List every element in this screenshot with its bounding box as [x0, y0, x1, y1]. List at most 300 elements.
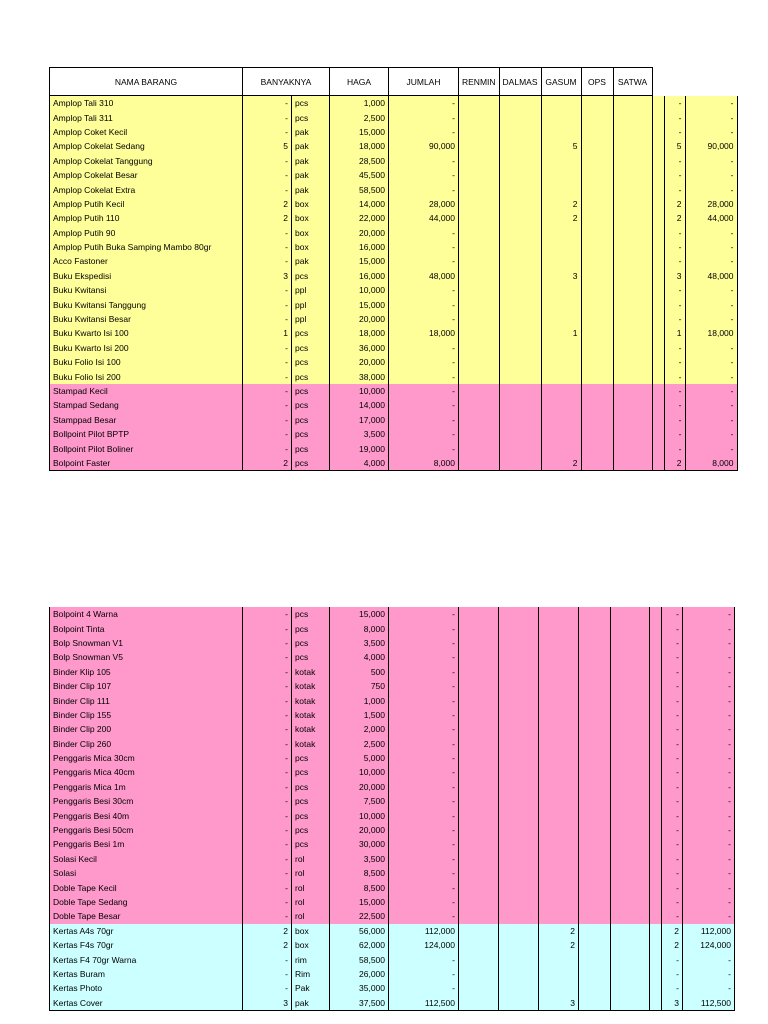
gasum-cell [539, 880, 579, 894]
total-amount-cell: - [685, 182, 737, 196]
satwa-cell [613, 326, 652, 340]
dalmas-cell [499, 607, 539, 621]
ops-cell [581, 369, 613, 383]
total-qty-cell: - [664, 125, 685, 139]
item-name: Kertas F4 70gr Warna [50, 952, 243, 966]
gasum-cell [539, 967, 579, 981]
renmin-cell [459, 808, 499, 822]
dalmas-cell [499, 852, 539, 866]
dalmas-cell [499, 952, 539, 966]
item-qty: 2 [243, 211, 292, 225]
item-qty: 3 [243, 269, 292, 283]
table-row [50, 693, 735, 707]
item-unit: box [292, 197, 330, 211]
ops-cell [579, 737, 611, 751]
total-qty-cell: - [662, 751, 683, 765]
gap-cell [650, 866, 662, 880]
item-price: 62,000 [330, 938, 389, 952]
total-amount-cell: - [683, 621, 735, 635]
table-row [50, 168, 738, 182]
item-unit: pcs [292, 780, 330, 794]
total-amount-cell: - [683, 607, 735, 621]
satwa-cell [611, 751, 650, 765]
item-price: 15,000 [330, 895, 389, 909]
gasum-cell [541, 441, 581, 455]
total-amount-cell: - [683, 952, 735, 966]
satwa-cell [611, 895, 650, 909]
total-amount-cell: - [685, 441, 737, 455]
satwa-cell [611, 737, 650, 751]
item-qty: - [243, 751, 292, 765]
header-renmin: RENMIN [459, 68, 500, 96]
item-price: 16,000 [330, 240, 389, 254]
satwa-cell [611, 938, 650, 952]
total-qty-cell: - [662, 895, 683, 909]
dalmas-cell [499, 996, 539, 1011]
item-unit: rol [292, 866, 330, 880]
table-row [50, 341, 738, 355]
item-qty: - [243, 341, 292, 355]
item-name: Solasi [50, 866, 243, 880]
item-qty: - [243, 780, 292, 794]
item-unit: pcs [292, 794, 330, 808]
renmin-cell [459, 369, 500, 383]
table-row [50, 456, 738, 471]
item-qty: - [243, 312, 292, 326]
table-row [50, 226, 738, 240]
total-amount-cell: 48,000 [685, 269, 737, 283]
gap-cell [652, 398, 664, 412]
gap-cell [650, 679, 662, 693]
ops-cell [581, 441, 613, 455]
total-qty-cell: - [664, 297, 685, 311]
total-qty-cell: 1 [664, 326, 685, 340]
dalmas-cell [499, 326, 541, 340]
total-amount-cell: - [683, 722, 735, 736]
item-unit: box [292, 240, 330, 254]
item-name: Acco Fastoner [50, 254, 243, 268]
item-unit: box [292, 924, 330, 938]
total-amount-cell: - [683, 823, 735, 837]
gap-cell [650, 765, 662, 779]
total-amount-cell: - [683, 909, 735, 923]
satwa-cell [613, 384, 652, 398]
ops-cell [581, 96, 613, 111]
total-amount-cell: - [683, 981, 735, 995]
gap-cell [650, 636, 662, 650]
table-row [50, 621, 735, 635]
item-unit: pcs [292, 413, 330, 427]
item-qty: - [243, 808, 292, 822]
item-unit: pcs [292, 326, 330, 340]
ops-cell [579, 708, 611, 722]
renmin-cell [459, 765, 499, 779]
gasum-cell [539, 722, 579, 736]
item-qty: - [243, 967, 292, 981]
ops-cell [579, 650, 611, 664]
table-row [50, 852, 735, 866]
ops-cell [581, 283, 613, 297]
gasum-cell [539, 679, 579, 693]
total-qty-cell: 3 [662, 996, 683, 1011]
gap-cell [650, 808, 662, 822]
total-amount-cell: 90,000 [685, 139, 737, 153]
gap-cell [652, 269, 664, 283]
renmin-cell [459, 665, 499, 679]
total-qty-cell: 2 [664, 197, 685, 211]
satwa-cell [613, 211, 652, 225]
gap-cell [652, 341, 664, 355]
renmin-cell [459, 456, 500, 471]
renmin-cell [459, 110, 500, 124]
item-total: - [389, 708, 459, 722]
gap-cell [650, 837, 662, 851]
renmin-cell [459, 384, 500, 398]
satwa-cell [611, 852, 650, 866]
item-name: Bollpoint Pilot BPTP [50, 427, 243, 441]
item-price: 15,000 [330, 254, 389, 268]
dalmas-cell [499, 254, 541, 268]
total-qty-cell: - [664, 283, 685, 297]
satwa-cell [611, 621, 650, 635]
gap-cell [650, 607, 662, 621]
item-qty: - [243, 981, 292, 995]
gasum-cell [539, 895, 579, 909]
renmin-cell [459, 441, 500, 455]
gasum-cell [539, 808, 579, 822]
total-amount-cell: - [685, 96, 737, 111]
item-unit: kotak [292, 708, 330, 722]
item-name: Binder Clip 111 [50, 693, 243, 707]
gasum-cell [539, 665, 579, 679]
dalmas-cell [499, 398, 541, 412]
gap-cell [650, 952, 662, 966]
item-qty: 2 [243, 938, 292, 952]
item-name: Kertas F4s 70gr [50, 938, 243, 952]
renmin-cell [459, 679, 499, 693]
ops-cell [579, 924, 611, 938]
dalmas-cell [499, 456, 541, 471]
satwa-cell [613, 297, 652, 311]
item-total: - [389, 665, 459, 679]
item-qty: - [243, 866, 292, 880]
item-name: Stampad Sedang [50, 398, 243, 412]
ops-cell [579, 952, 611, 966]
total-amount-cell: - [683, 852, 735, 866]
satwa-cell [611, 981, 650, 995]
item-name: Binder Clip 260 [50, 737, 243, 751]
dalmas-cell [499, 182, 541, 196]
item-total: - [389, 254, 459, 268]
table-row [50, 211, 738, 225]
item-price: 3,500 [330, 852, 389, 866]
renmin-cell [459, 226, 500, 240]
item-price: 38,000 [330, 369, 389, 383]
item-qty: - [243, 413, 292, 427]
item-unit: ppl [292, 312, 330, 326]
item-name: Bolpoint Tinta [50, 621, 243, 635]
item-price: 15,000 [330, 125, 389, 139]
gasum-cell [539, 823, 579, 837]
gasum-cell [539, 621, 579, 635]
item-qty: - [243, 283, 292, 297]
satwa-cell [613, 110, 652, 124]
item-price: 3,500 [330, 636, 389, 650]
total-amount-cell: - [683, 679, 735, 693]
ops-cell [579, 665, 611, 679]
total-qty-cell: 5 [664, 139, 685, 153]
gap-cell [652, 369, 664, 383]
item-price: 1,000 [330, 693, 389, 707]
table-row [50, 780, 735, 794]
item-qty: - [243, 693, 292, 707]
satwa-cell [611, 909, 650, 923]
ops-cell [581, 355, 613, 369]
item-unit: pcs [292, 355, 330, 369]
total-qty-cell: 2 [664, 456, 685, 471]
ops-cell [579, 823, 611, 837]
gasum-cell [541, 369, 581, 383]
item-qty: - [243, 125, 292, 139]
renmin-cell [459, 197, 500, 211]
item-qty: - [243, 297, 292, 311]
dalmas-cell [499, 808, 539, 822]
item-price: 22,500 [330, 909, 389, 923]
ops-cell [581, 413, 613, 427]
gasum-cell [541, 110, 581, 124]
gap-cell [650, 751, 662, 765]
total-qty-cell: - [664, 398, 685, 412]
total-amount-cell: - [685, 355, 737, 369]
renmin-cell [459, 211, 500, 225]
item-qty: - [243, 384, 292, 398]
item-qty: - [243, 737, 292, 751]
ops-cell [579, 866, 611, 880]
ops-cell [581, 427, 613, 441]
total-amount-cell: - [683, 636, 735, 650]
renmin-cell [459, 427, 500, 441]
dalmas-cell [499, 765, 539, 779]
gap-cell [650, 895, 662, 909]
total-qty-cell: - [664, 240, 685, 254]
total-amount-cell: 44,000 [685, 211, 737, 225]
renmin-cell [459, 737, 499, 751]
ops-cell [579, 880, 611, 894]
item-unit: pcs [292, 765, 330, 779]
gasum-cell [539, 636, 579, 650]
ops-cell [581, 240, 613, 254]
dalmas-cell [499, 413, 541, 427]
total-qty-cell: - [664, 96, 685, 111]
item-name: Kertas Buram [50, 967, 243, 981]
item-price: 15,000 [330, 297, 389, 311]
item-qty: - [243, 909, 292, 923]
gap-cell [652, 427, 664, 441]
item-name: Solasi Kecil [50, 852, 243, 866]
item-price: 14,000 [330, 398, 389, 412]
ops-cell [581, 197, 613, 211]
gap-cell [650, 794, 662, 808]
item-unit: rim [292, 952, 330, 966]
item-price: 20,000 [330, 226, 389, 240]
item-total: - [389, 837, 459, 851]
item-total: - [389, 751, 459, 765]
item-qty: - [243, 722, 292, 736]
table-row [50, 665, 735, 679]
gasum-cell [539, 780, 579, 794]
dalmas-cell [499, 895, 539, 909]
item-total: - [389, 967, 459, 981]
renmin-cell [459, 650, 499, 664]
item-total: - [389, 427, 459, 441]
total-qty-cell: 2 [662, 924, 683, 938]
ops-cell [581, 398, 613, 412]
gasum-cell [539, 693, 579, 707]
ops-cell [579, 909, 611, 923]
gap-cell [650, 823, 662, 837]
table-row [50, 398, 738, 412]
total-qty-cell: - [664, 226, 685, 240]
total-qty-cell: - [664, 254, 685, 268]
ops-cell [579, 981, 611, 995]
ops-cell [579, 621, 611, 635]
ops-cell [579, 808, 611, 822]
satwa-cell [613, 341, 652, 355]
item-name: Binder Clip 107 [50, 679, 243, 693]
item-total: - [389, 607, 459, 621]
item-total: - [389, 441, 459, 455]
satwa-cell [613, 269, 652, 283]
header-gasum: GASUM [541, 68, 581, 96]
gap-cell [650, 981, 662, 995]
dalmas-cell [499, 312, 541, 326]
item-total: - [389, 398, 459, 412]
gap-cell [652, 240, 664, 254]
total-qty-cell: - [662, 967, 683, 981]
item-price: 28,500 [330, 154, 389, 168]
item-price: 10,000 [330, 765, 389, 779]
dalmas-cell [499, 226, 541, 240]
item-price: 35,000 [330, 981, 389, 995]
total-amount-cell: - [685, 427, 737, 441]
renmin-cell [459, 909, 499, 923]
gasum-cell: 2 [541, 211, 581, 225]
dalmas-cell [499, 197, 541, 211]
item-unit: rol [292, 852, 330, 866]
gasum-cell [541, 312, 581, 326]
total-qty-cell: - [664, 154, 685, 168]
item-name: Bollpoint Pilot Boliner [50, 441, 243, 455]
total-amount-cell: - [683, 895, 735, 909]
item-total: - [389, 168, 459, 182]
item-qty: - [243, 621, 292, 635]
item-price: 20,000 [330, 823, 389, 837]
header-blank [652, 68, 737, 96]
satwa-cell [613, 226, 652, 240]
total-amount-cell: - [683, 693, 735, 707]
item-qty: - [243, 679, 292, 693]
ops-cell [579, 679, 611, 693]
ops-cell [579, 607, 611, 621]
item-unit: pcs [292, 269, 330, 283]
gasum-cell [541, 341, 581, 355]
gasum-cell [539, 794, 579, 808]
total-amount-cell: 112,500 [683, 996, 735, 1011]
renmin-cell [459, 283, 500, 297]
ops-cell [579, 693, 611, 707]
total-qty-cell: 2 [662, 938, 683, 952]
gap-cell [650, 621, 662, 635]
table-row [50, 880, 735, 894]
item-name: Penggaris Besi 1m [50, 837, 243, 851]
table-row [50, 722, 735, 736]
gap-cell [650, 938, 662, 952]
item-unit: pcs [292, 636, 330, 650]
gasum-cell [541, 182, 581, 196]
gasum-cell [539, 909, 579, 923]
gasum-cell [541, 283, 581, 297]
dalmas-cell [499, 441, 541, 455]
renmin-cell [459, 751, 499, 765]
total-amount-cell: - [685, 110, 737, 124]
table-row [50, 283, 738, 297]
total-qty-cell: - [664, 384, 685, 398]
total-amount-cell: - [683, 708, 735, 722]
table-row [50, 197, 738, 211]
item-qty: 5 [243, 139, 292, 153]
satwa-cell [613, 283, 652, 297]
renmin-cell [459, 168, 500, 182]
renmin-cell [459, 866, 499, 880]
table-row [50, 996, 735, 1011]
gap-cell [652, 211, 664, 225]
gasum-cell: 2 [539, 938, 579, 952]
total-qty-cell: - [662, 880, 683, 894]
item-total: - [389, 909, 459, 923]
gasum-cell [539, 866, 579, 880]
dalmas-cell [499, 369, 541, 383]
gap-cell [650, 924, 662, 938]
ops-cell [579, 751, 611, 765]
item-price: 2,500 [330, 737, 389, 751]
satwa-cell [613, 182, 652, 196]
item-name: Amplop Putih Kecil [50, 197, 243, 211]
item-unit: pcs [292, 607, 330, 621]
ops-cell [579, 794, 611, 808]
satwa-cell [613, 441, 652, 455]
total-qty-cell: - [662, 650, 683, 664]
table-row [50, 269, 738, 283]
gasum-cell [539, 650, 579, 664]
item-price: 19,000 [330, 441, 389, 455]
item-name: Buku Folio Isi 200 [50, 369, 243, 383]
table-row [50, 981, 735, 995]
satwa-cell [613, 398, 652, 412]
total-amount-cell: - [685, 297, 737, 311]
dalmas-cell [499, 110, 541, 124]
item-unit: rol [292, 880, 330, 894]
item-unit: pcs [292, 441, 330, 455]
item-unit: kotak [292, 737, 330, 751]
total-amount-cell: - [685, 125, 737, 139]
item-unit: box [292, 226, 330, 240]
item-total: - [389, 240, 459, 254]
renmin-cell [459, 398, 500, 412]
ops-cell [579, 722, 611, 736]
item-price: 5,000 [330, 751, 389, 765]
table-row [50, 110, 738, 124]
renmin-cell [459, 96, 500, 111]
